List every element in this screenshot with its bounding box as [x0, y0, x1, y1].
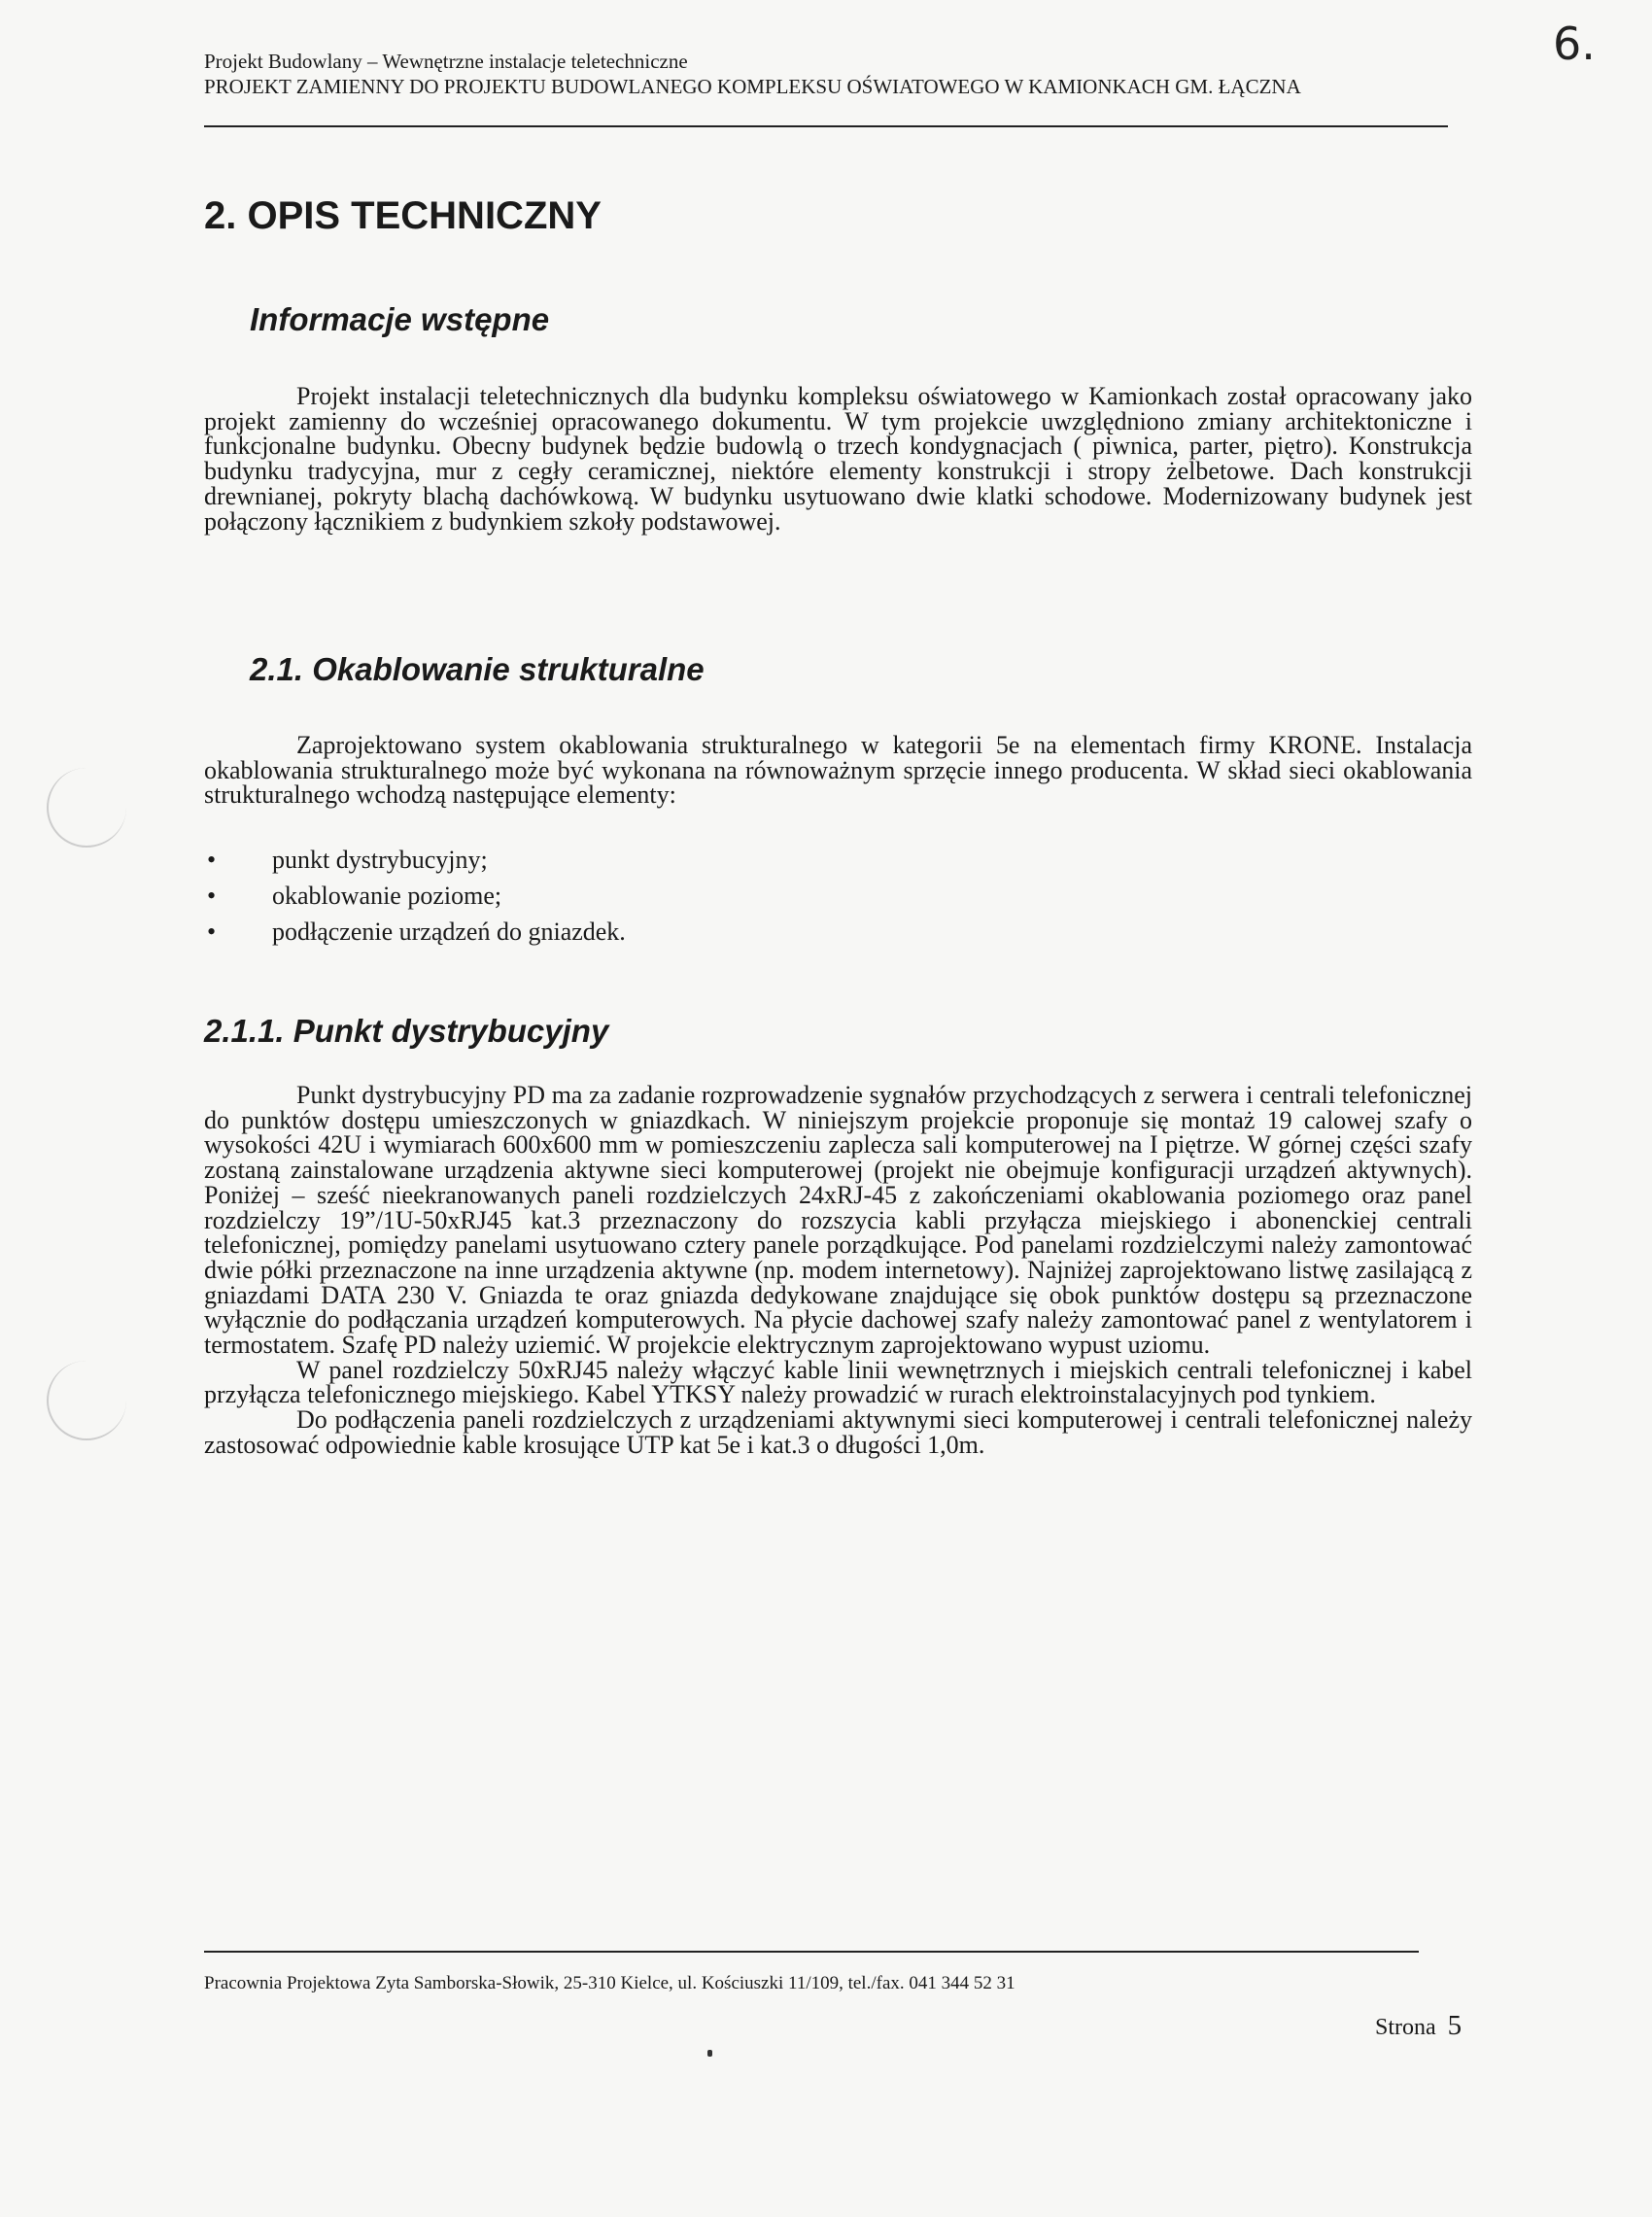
heading-punkt-dystrybucyjny: 2.1.1. Punkt dystrybucyjny — [204, 1013, 609, 1049]
punch-hole-mark — [47, 768, 126, 848]
intro-paragraph — [204, 384, 1472, 534]
running-header — [204, 49, 1467, 99]
section-21-paragraph — [204, 733, 1472, 808]
heading-informacje-wstepne: Informacje wstępne — [250, 301, 550, 337]
page-title: 2. OPIS TECHNICZNY — [204, 194, 602, 237]
handwritten-page-mark: 6. — [1553, 17, 1596, 70]
section-211-paragraph-1: Punkt dystrybucyjny PD ma za zadanie rozprowadzenie sygnałów przychodzących z serwera i centrali telefonicznej do punktów dostępu umieszczonych w gniazdkach. W niniejszym projekcie proponuje się montaż 19 calowej szafy o wysokości 42U i wymiarach 600x600 mm w pomieszczeniu zaplecza sali komputerowej na I piętrze. W górnej części szafy zostaną zainstalowane urządzenia aktywne sieci komputerowej (projekt nie obejmuje konfiguracji urządzeń aktywnych). Poniżej – sześć nieekranowanych paneli rozdzielczych 24xRJ-45 z zakończeniami okablowania poziomego oraz panel rozdzielczy 19”/1U-50xRJ45 kat.3 przeznaczony do rozszycia kabli przyłącza miejskiego i abonenckiej centrali telefonicznej, pomiędzy panelami usytuowano cztery panele porządkujące. Pod panelami rozdzielczymi należy zamontować dwie półki przeznaczone na inne urządzenia aktywne (np. modem internetowy). Najniżej zaprojektowano listwę zasilającą z gniazdami DATA 230 V. Gniazda te oraz gniazda dedykowane znajdujące się obok punktów dostępu są przeznaczone wyłącznie do podłączania urządzeń komputerowych. Na płycie dachowej szafy należy zamontować panel z wentylatorem i termostatem. Szafę PD należy uziemić. W projekcie elektrycznym zaprojektowano wypust uziomu. — [204, 1081, 1472, 1360]
section-21-text: Zaprojektowano system okablowania strukturalnego w kategorii 5e na elementach firmy KRONE. Instalacja okablowania strukturalnego może być wykonana na równoważnym sprzęcie innego producenta. W skład sieci okablowania strukturalnego wchodzą następujące elementy: — [204, 731, 1472, 810]
page-number — [1375, 2010, 1462, 2042]
header-line-1: Projekt Budowlany – Wewnętrzne instalacje teletechniczne — [204, 50, 688, 73]
section-211-paragraph-2: W panel rozdzielczy 50xRJ45 należy włączyć kable linii wewnętrznych i miejskich centrali telefonicznej i kabel przyłącza telefonicznego miejskiego. Kabel YTKSY należy prowadzić w rurach elektroinstalacyjnych pod tynkiem. — [204, 1355, 1472, 1409]
section-211-paragraph-3: Do podłączenia paneli rozdzielczych z urządzeniami aktywnymi sieci komputerowej i centrali telefonicznej należy zastosować odpowiednie kable krosujące UTP kat 5e i kat.3 o długości 1,0m. — [204, 1405, 1472, 1459]
header-divider — [204, 125, 1448, 127]
list-item: • okablowanie poziome; — [204, 878, 626, 914]
list-item: • podłączenie urządzeń do gniazdek. — [204, 914, 626, 950]
elements-list — [204, 842, 626, 950]
list-item: • punkt dystrybucyjny; — [204, 842, 626, 878]
header-line-2: PROJEKT ZAMIENNY DO PROJEKTU BUDOWLANEGO KOMPLEKSU OŚWIATOWEGO W KAMIONKACH GM. ŁĄCZNA — [204, 75, 1301, 98]
punch-hole-mark — [47, 1361, 126, 1440]
intro-text: Projekt instalacji teletechnicznych dla budynku kompleksu oświatowego w Kamionkach został opracowany jako projekt zamienny do wcześniej opracowanego dokumentu. W tym projekcie uwzględniono zmiany architektoniczne i funkcjonalne budynku. Obecny budynek będzie budowlą o trzech kondygnacjach ( piwnica, parter, piętro). Konstrukcja budynku tradycyjna, mur z cegły ceramicznej, niektóre elementy konstrukcji i stropy żelbetowe. Dach konstrukcji drewnianej, pokryty blachą dachówkową. W budynku usytuowano dwie klatki schodowe. Modernizowany budynek jest połączony łącznikiem z budynkiem szkoły podstawowej. — [204, 382, 1472, 536]
section-211-body — [204, 1083, 1472, 1458]
bullet-icon: • — [207, 846, 217, 874]
bullet-icon: • — [207, 918, 217, 946]
heading-okablowanie-strukturalne: 2.1. Okablowanie strukturalne — [250, 651, 705, 687]
footer-divider — [204, 1951, 1419, 1953]
scan-speck — [707, 2050, 712, 2057]
bullet-icon: • — [207, 882, 217, 910]
page-number-value: 5 — [1447, 2010, 1463, 2041]
footer-company: Pracownia Projektowa Zyta Samborska-Słowik, 25-310 Kielce, ul. Kościuszki 11/109, tel./fax. 041 344 52 31 — [204, 1973, 1015, 1993]
page-label: Strona — [1375, 2015, 1436, 2040]
